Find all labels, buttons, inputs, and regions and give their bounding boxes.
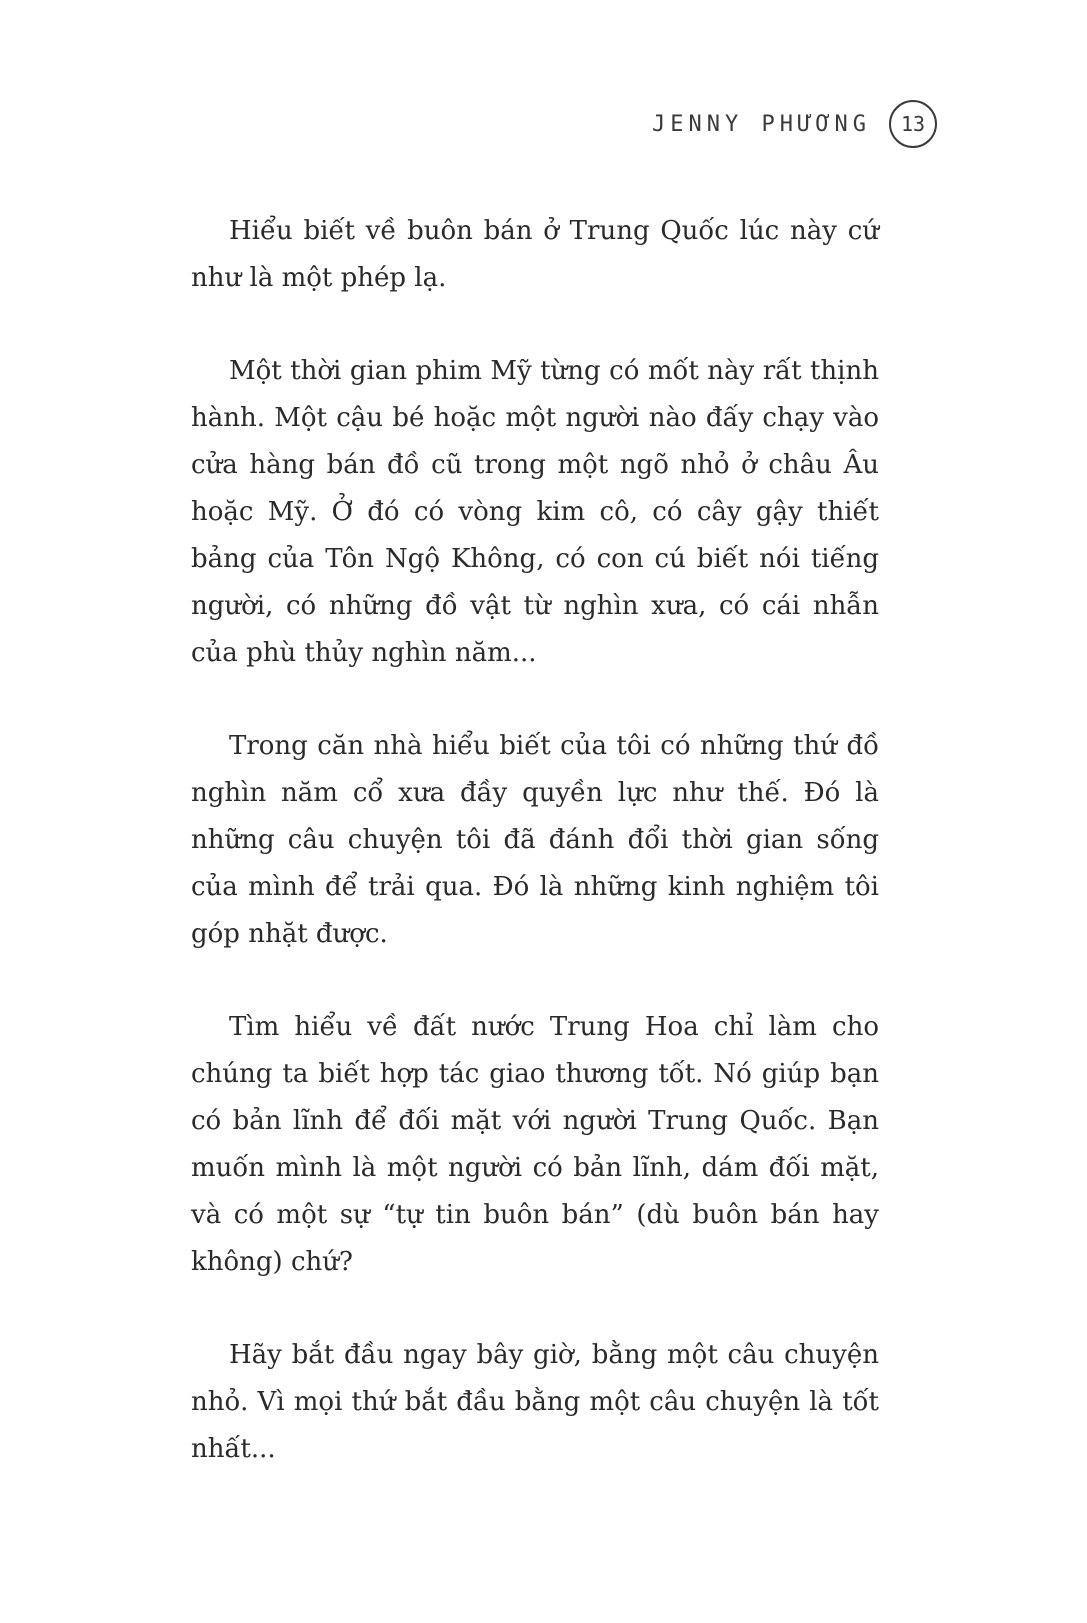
paragraph: Tìm hiểu về đất nước Trung Hoa chỉ làm cho chúng ta biết hợp tác giao thương tốt. Nó giúp bạn có bản lĩnh để đối mặt với người Trung Quốc. Bạn muốn mình là một người có bản lĩnh, dám đối mặt, và có một sự “tự tin buôn bán” (dù buôn bán hay không) chứ?	[191, 1012, 879, 1277]
paragraph: Hãy bắt đầu ngay bây giờ, bằng một câu chuyện nhỏ. Vì mọi thứ bắt đầu bằng một câu chuyện là tốt nhất...	[191, 1340, 879, 1464]
running-header-author: JENNY PHƯƠNG	[652, 111, 871, 137]
paragraph: Một thời gian phim Mỹ từng có mốt này rất thịnh hành. Một cậu bé hoặc một người nào đấy chạy vào cửa hàng bán đồ cũ trong một ngõ nhỏ ở châu Âu hoặc Mỹ. Ở đó có vòng kim cô, có cây gậy thiết bảng của Tôn Ngộ Không, có con cú biết nói tiếng người, có những đồ vật từ nghìn xưa, có cái nhẫn của phù thủy nghìn năm...	[191, 356, 879, 668]
page-number-badge: 13	[889, 100, 937, 148]
page-header	[652, 100, 937, 148]
paragraph: Hiểu biết về buôn bán ở Trung Quốc lúc này cứ như là một phép lạ.	[191, 216, 879, 293]
body-text	[191, 208, 879, 1519]
paragraph: Trong căn nhà hiểu biết của tôi có những thứ đồ nghìn năm cổ xưa đầy quyền lực như thế. Đó là những câu chuyện tôi đã đánh đổi thời gian sống của mình để trải qua. Đó là những kinh nghiệm tôi góp nhặt được.	[191, 731, 879, 949]
